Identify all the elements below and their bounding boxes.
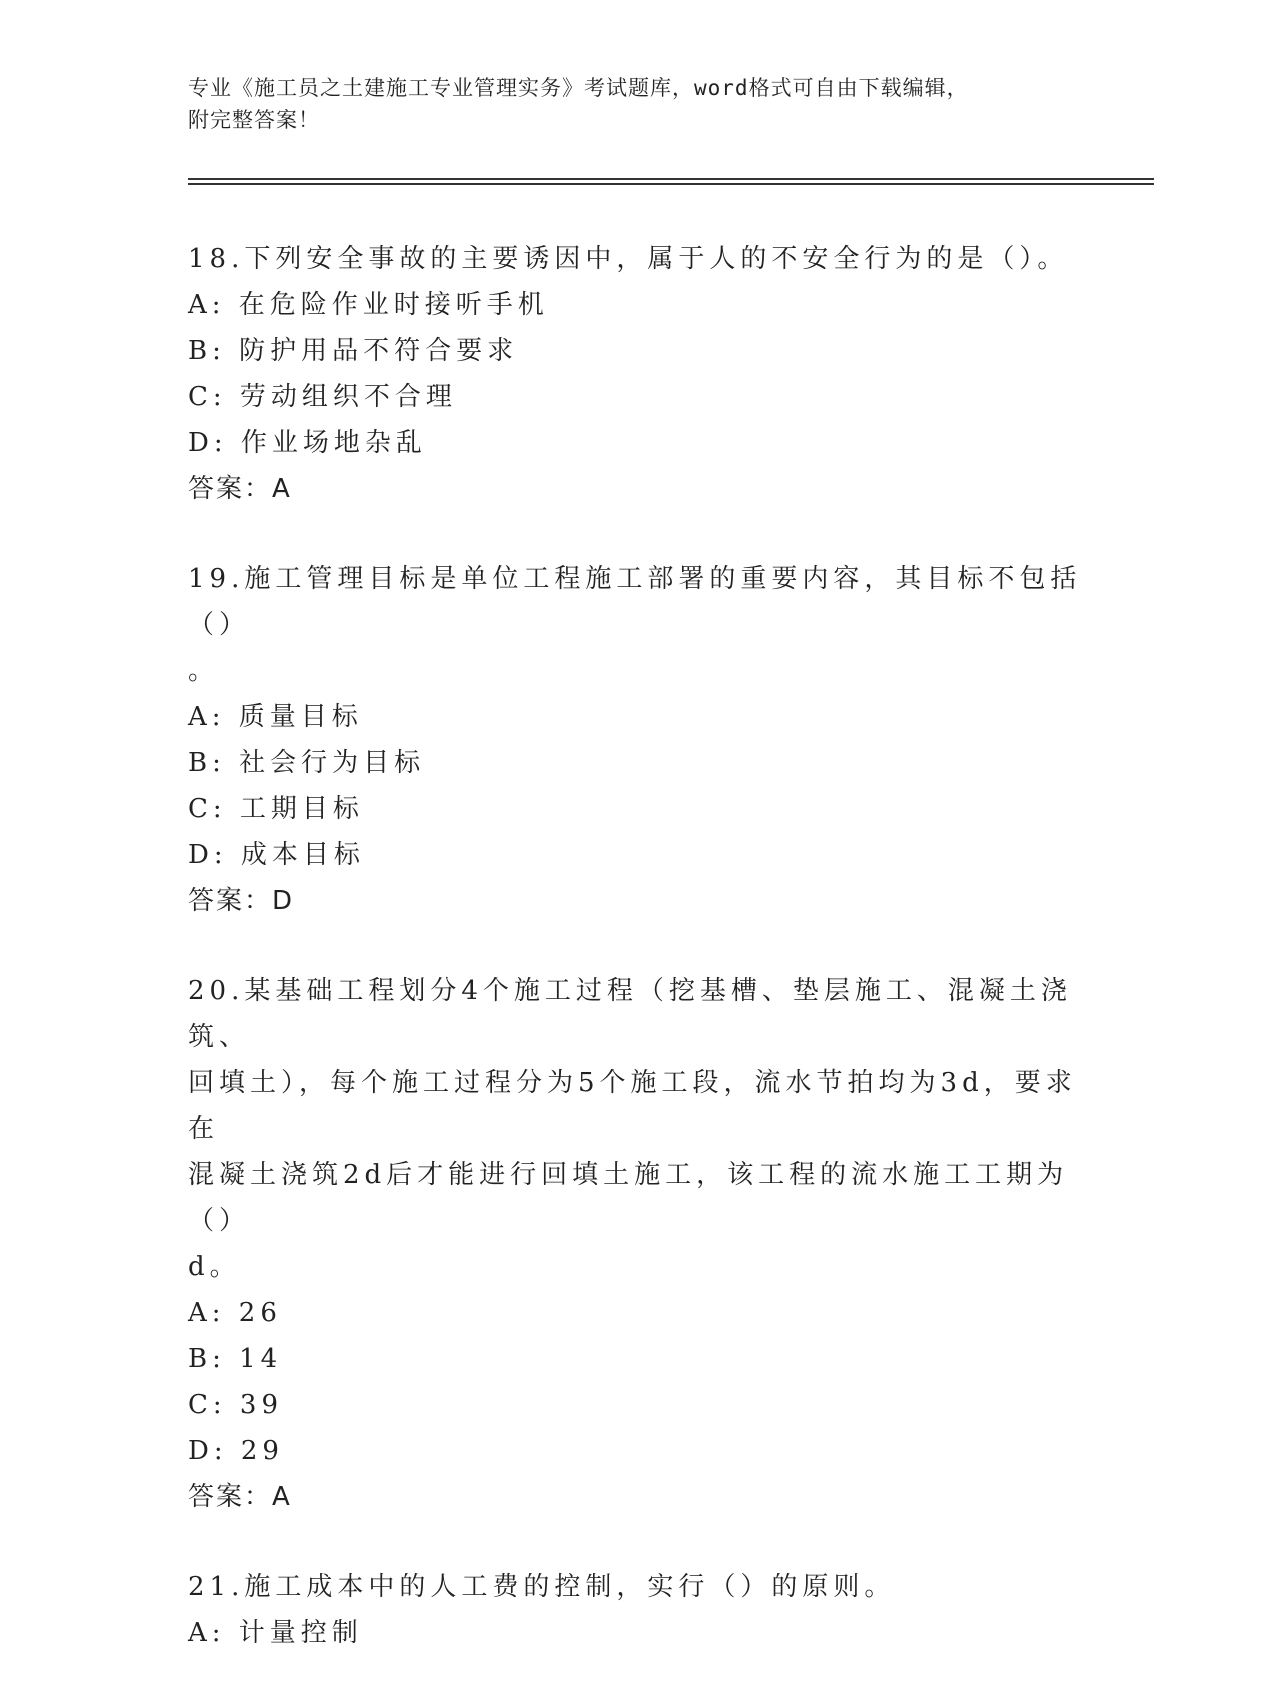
option-c: C: 工期目标	[188, 794, 364, 824]
question-text: 21.施工成本中的人工费的控制，实行（）的原则。	[188, 1572, 896, 1602]
question-text-continued: 回填土），每个施工过程分为5个施工段，流水节拍均为3d，要求在	[188, 1068, 1077, 1144]
option-b: B: 社会行为目标	[188, 748, 426, 778]
option-a: A: 计量控制	[188, 1618, 363, 1648]
question-18	[188, 236, 1088, 512]
option-c: C: 劳动组织不合理	[188, 382, 457, 412]
question-20	[188, 968, 1088, 1520]
option-c: C: 39	[188, 1390, 284, 1420]
header-divider-bottom	[188, 183, 1154, 185]
option-d: D: 29	[188, 1436, 284, 1466]
header-line-1: 专业《施工员之土建施工专业管理实务》考试题库，word格式可自由下载编辑，	[188, 76, 969, 100]
question-list	[188, 236, 1088, 1700]
option-d: D: 作业场地杂乱	[188, 428, 427, 458]
option-b: B: 防护用品不符合要求	[188, 336, 519, 366]
question-text: 19.施工管理目标是单位工程施工部署的重要内容，其目标不包括（）	[188, 564, 1082, 640]
question-21	[188, 1564, 1088, 1656]
header-divider-top	[188, 178, 1154, 180]
answer: 答案：A	[188, 474, 292, 504]
question-text-continued: 混凝土浇筑2d后才能进行回填土施工，该工程的流水施工工期为（）	[188, 1160, 1069, 1236]
answer: 答案：A	[188, 1482, 292, 1512]
option-d: D: 成本目标	[188, 840, 365, 870]
question-19	[188, 556, 1088, 924]
header-line-2: 附完整答案！	[188, 108, 320, 132]
question-text-continued: 。	[188, 656, 220, 686]
option-b: B: 14	[188, 1344, 283, 1374]
question-text: 20.某基础工程划分4个施工过程（挖基槽、垫层施工、混凝土浇筑、	[188, 976, 1072, 1052]
option-a: A: 质量目标	[188, 702, 363, 732]
question-text: 18.下列安全事故的主要诱因中，属于人的不安全行为的是（）。	[188, 244, 1069, 274]
question-text-continued: d。	[188, 1252, 241, 1282]
option-a: A: 在危险作业时接听手机	[188, 290, 549, 320]
document-header	[188, 72, 1088, 136]
answer: 答案：D	[188, 886, 295, 916]
option-a: A: 26	[188, 1298, 282, 1328]
